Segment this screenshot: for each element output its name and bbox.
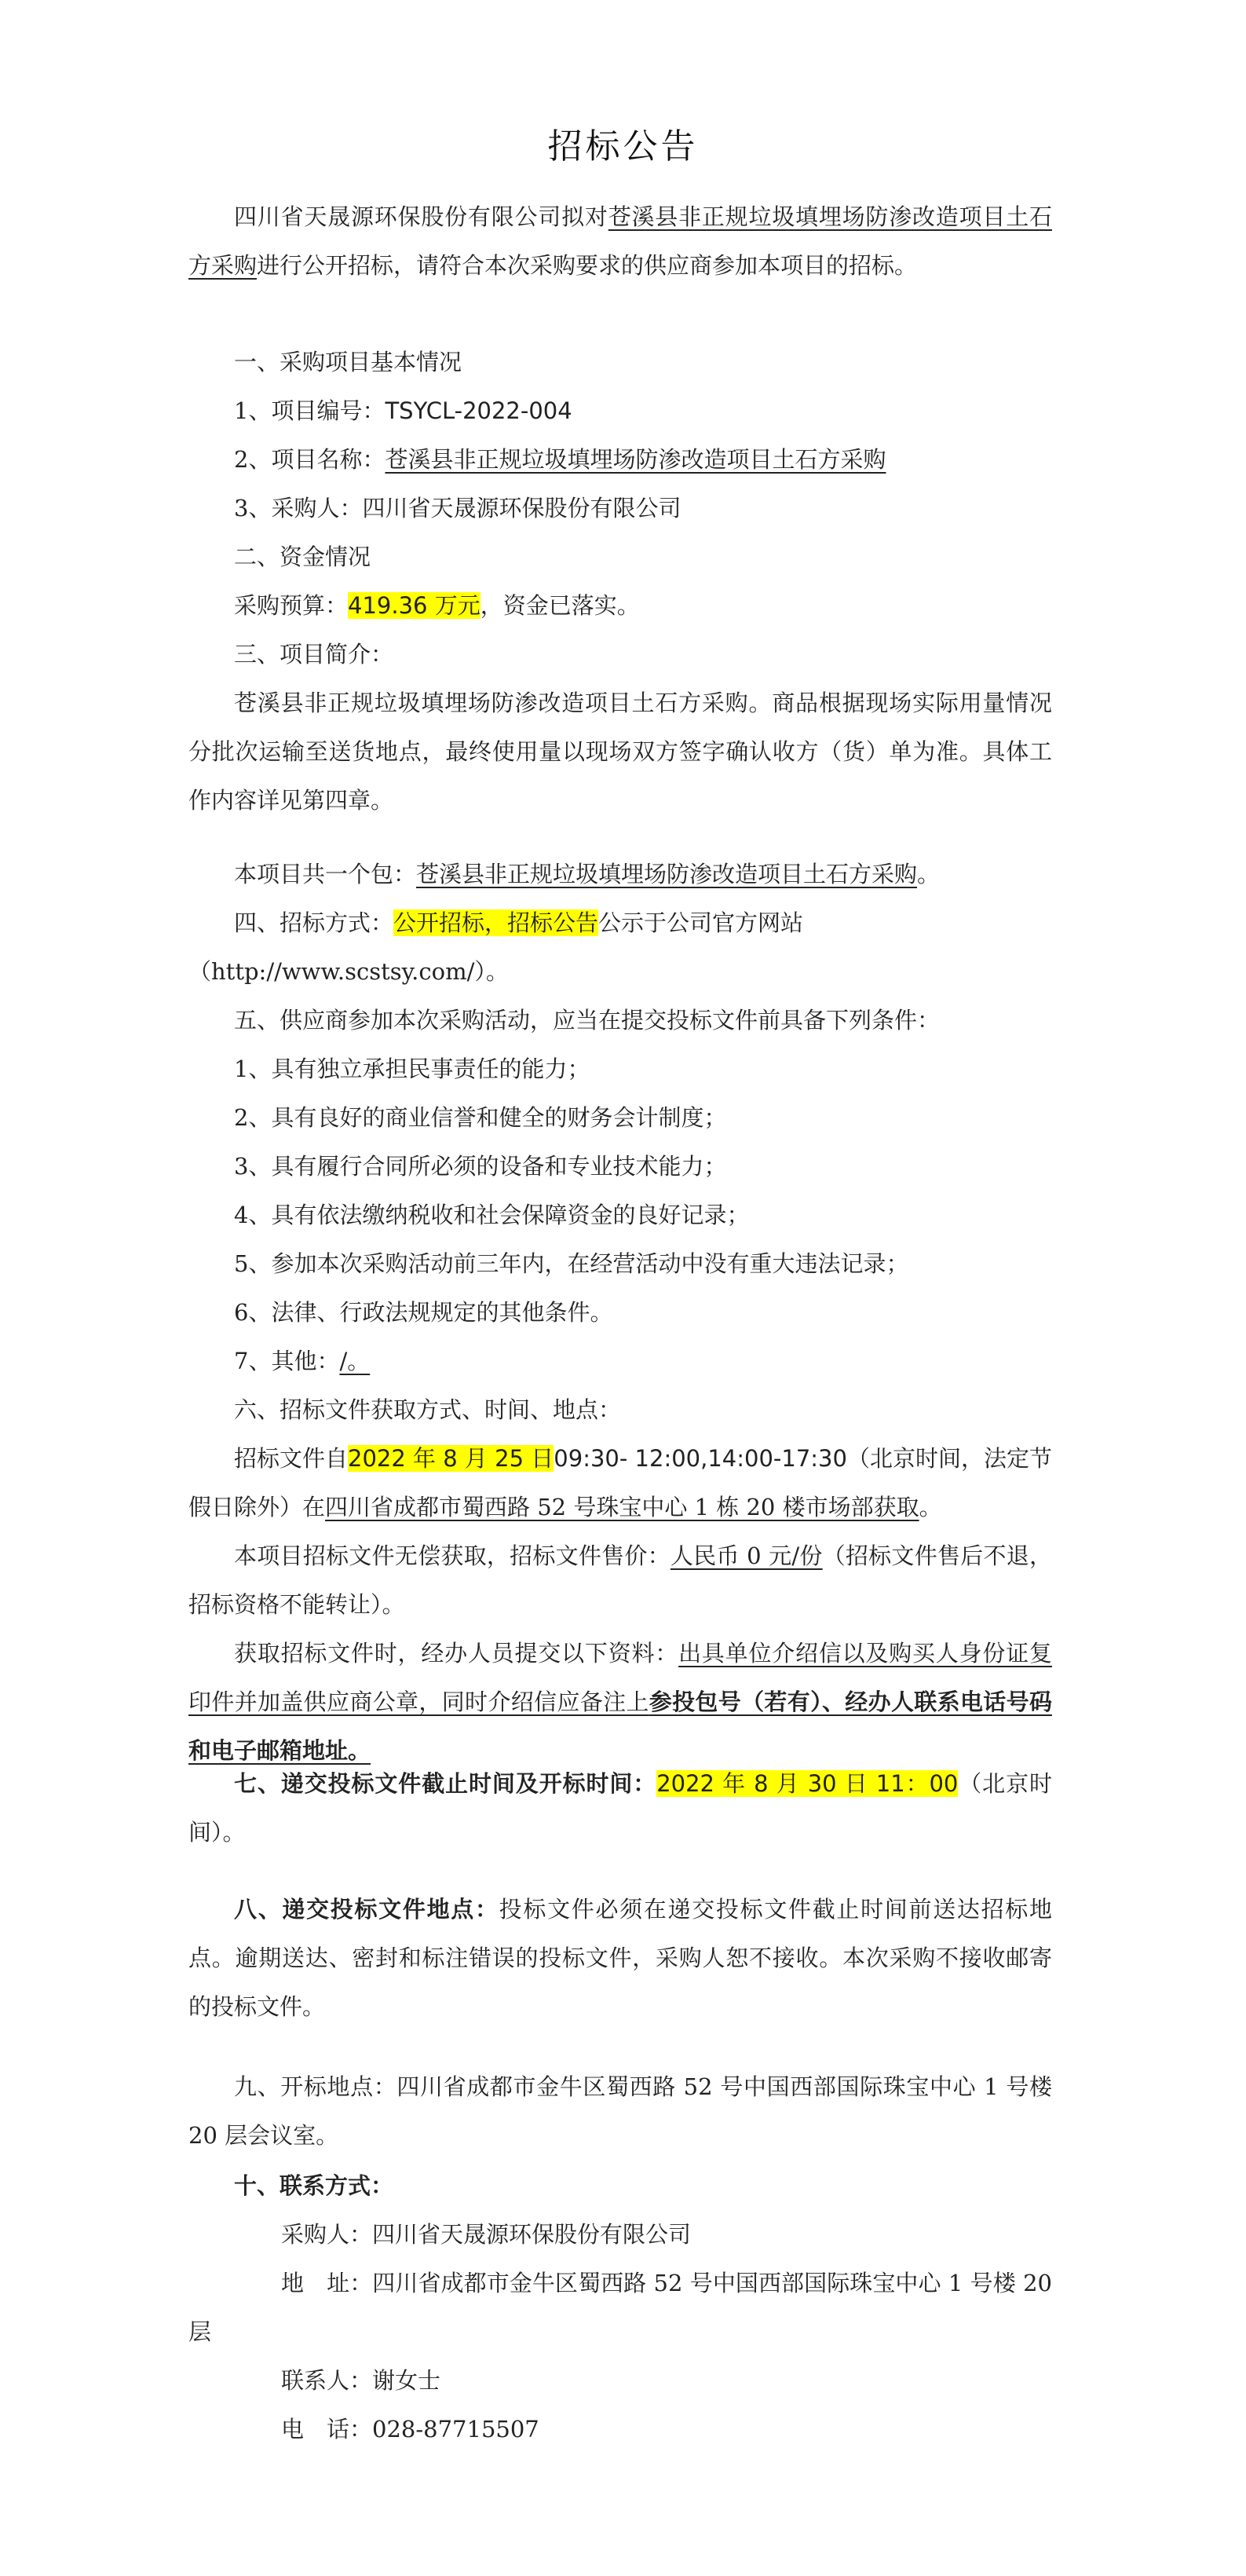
p3-text-a: 获取招标文件时，经办人员提交以下资料：	[234, 1640, 679, 1667]
p3-underlined: 出具单位介绍信以及购买人身份证复印件并加盖供应商公章，同时介绍信应备注上	[188, 1640, 1052, 1715]
intro-project-name: 苍溪县非正规垃圾填埋场防渗改造项目土石方采购	[188, 203, 1052, 279]
p2-text-b: （招标文件售后不退，招标资格不能转让）。	[188, 1542, 1052, 1618]
p2-text-a: 本项目招标文件无偿获取，招标文件售价：	[234, 1542, 671, 1569]
sec7-tail: （北京时间）。	[188, 1770, 1052, 1846]
sec1-item2	[188, 435, 1052, 484]
sec9-opening-place: 九、开标地点：四川省成都市金牛区蜀西路 52 号中国西部国际珠宝中心 1 号楼 20 层会议室。	[188, 2073, 1052, 2149]
package-tail: 。	[917, 861, 941, 887]
package-value: 苍溪县非正规垃圾填埋场防渗改造项目土石方采购	[416, 861, 918, 887]
sec4-method-value: 公开招标，招标公告	[393, 909, 599, 936]
sec4-url: （http://www.scstsy.com/）。	[188, 958, 509, 985]
page-title: 招标公告	[547, 126, 699, 166]
contact-buyer: 采购人：四川省天晟源环保股份有限公司	[281, 2221, 692, 2248]
contact-address: 地 址：四川省成都市金牛区蜀西路 52 号中国西部国际珠宝中心 1 号楼 20 层	[188, 2270, 1052, 2345]
p1-text-b: 09:30- 12:00,14:00-17:30（北京时间，法定节假日除外）在	[188, 1445, 1052, 1520]
sec5-item-5: 5、参加本次采购活动前三年内，在经营活动中没有重大违法记录；	[234, 1250, 909, 1277]
sec6-heading: 六、招标文件获取方式、时间、地点：	[234, 1396, 622, 1423]
sec4-heading: 四、招标方式：	[234, 909, 394, 936]
item2-label: 2、项目名称：	[234, 446, 385, 473]
budget-value: 419.36 万元	[348, 592, 480, 619]
p3-bold: 参投包号（若有）、经办人联系电话号码和电子邮箱地址。	[188, 1689, 1052, 1764]
sec7-datetime: 2022 年 8 月 30 日 11：00	[656, 1770, 959, 1797]
budget-tail: ，资金已落实。	[480, 592, 640, 619]
sec5-item-6: 6、法律、行政法规规定的其他条件。	[234, 1299, 613, 1326]
intro-text-b: 进行公开招标，请符合本次采购要求的供应商参加本项目的招标。	[257, 252, 918, 279]
sec10-heading: 十、联系方式：	[234, 2172, 394, 2199]
sec6-p1	[188, 1434, 1052, 1531]
sec5-item-4: 4、具有依法缴纳税收和社会保障资金的良好记录；	[234, 1202, 750, 1228]
sec2-heading: 二、资金情况	[234, 543, 371, 570]
intro-text-a: 四川省天晟源环保股份有限公司拟对	[234, 203, 608, 230]
p1-text-c: 。	[919, 1494, 942, 1520]
sec7-deadline	[188, 1759, 1052, 1857]
p1-date: 2022 年 8 月 25 日	[348, 1445, 554, 1472]
sec3-body: 苍溪县非正规垃圾填埋场防渗改造项目土石方采购。商品根据现场实际用量情况分批次运输至送货地点，最终使用量以现场双方签字确认收方（货）单为准。具体工作内容详见第四章。	[188, 690, 1052, 814]
sec1-item1	[188, 386, 1052, 435]
contact-phone: 电 话：028-87715507	[281, 2416, 539, 2442]
sec5-item-1: 1、具有独立承担民事责任的能力；	[234, 1056, 590, 1082]
contact-person: 联系人：谢女士	[281, 2367, 441, 2394]
sec3-heading: 三、项目简介：	[234, 641, 394, 668]
sec8-body: 投标文件必须在递交投标文件截止时间前送达招标地点。逾期送达、密封和标注错误的投标文件，采购人恕不接收。本次采购不接收邮寄的投标文件。	[188, 1896, 1052, 2020]
item7-value: /。	[339, 1348, 371, 1374]
sec2-budget	[188, 581, 1052, 630]
package-label: 本项目共一个包：	[234, 861, 417, 887]
sec1-heading: 一、采购项目基本情况	[234, 349, 462, 375]
budget-label: 采购预算：	[234, 592, 349, 619]
sec3-package	[188, 850, 1052, 898]
p1-text-a: 招标文件自	[234, 1445, 349, 1472]
sec1-item3: 3、采购人：四川省天晟源环保股份有限公司	[234, 495, 681, 521]
item1-label: 1、项目编号：	[234, 397, 385, 424]
sec4-method	[188, 898, 1052, 947]
sec5-item-3: 3、具有履行合同所必须的设备和专业技术能力；	[234, 1153, 727, 1180]
item7-label: 7、其他：	[234, 1348, 340, 1374]
sec8-location	[188, 1885, 1052, 2031]
p2-price: 人民币 0 元/份	[670, 1542, 823, 1569]
sec8-heading: 八、递交投标文件地点：	[234, 1896, 499, 1923]
p1-place: 四川省成都市蜀西路 52 号珠宝中心 1 栋 20 楼市场部获取	[325, 1494, 919, 1520]
sec4-tail: 公示于公司官方网站	[598, 909, 804, 936]
sec5-item-7	[188, 1337, 1052, 1385]
item2-value: 苍溪县非正规垃圾填埋场防渗改造项目土石方采购	[385, 446, 886, 473]
sec5-heading: 五、供应商参加本次采购活动，应当在提交投标文件前具备下列条件：	[234, 1007, 941, 1034]
sec5-item-2: 2、具有良好的商业信誉和健全的财务会计制度；	[234, 1104, 727, 1131]
sec6-p3	[188, 1629, 1052, 1775]
intro-paragraph	[188, 192, 1052, 290]
sec6-p2	[188, 1531, 1052, 1629]
sec7-heading: 七、递交投标文件截止时间及开标时间：	[234, 1770, 657, 1797]
item1-value: TSYCL-2022-004	[385, 397, 572, 424]
